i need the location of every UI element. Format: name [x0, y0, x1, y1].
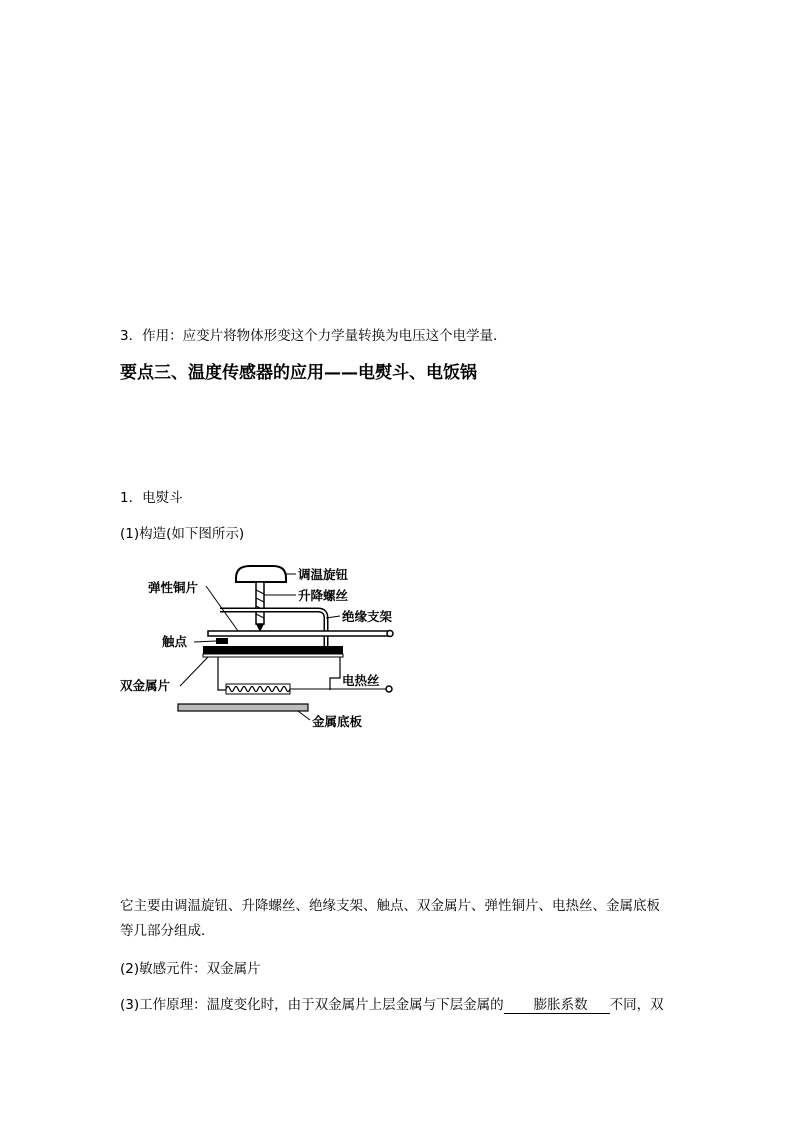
principle-line	[120, 993, 664, 1014]
base-plate-shape	[178, 704, 308, 711]
knob-shape	[236, 566, 286, 582]
contact-shape	[216, 638, 228, 644]
label-base: 金属底板	[312, 714, 363, 729]
bimetal-shape	[203, 646, 343, 654]
label-support: 绝缘支架	[342, 609, 393, 624]
label-heater: 电热丝	[342, 673, 380, 688]
electric-iron-diagram	[118, 558, 418, 738]
section-3-text: 3．作用：应变片将物体形变这个力学量转换为电压这个电学量．	[120, 328, 507, 344]
sensitive-element-text: (2)敏感元件：双金属片	[120, 961, 261, 977]
label-bimetal: 双金属片	[120, 678, 171, 693]
principle-suffix: 不同，双	[609, 997, 664, 1013]
construction-caption: (1)构造(如下图所示)	[120, 526, 245, 542]
item-1-title: 1．电熨斗	[120, 490, 183, 506]
section-heading: 要点三、温度传感器的应用——电熨斗、电饭锅	[120, 363, 477, 383]
principle-prefix: (3)工作原理：温度变化时，由于双金属片上层金属与下层金属的	[120, 997, 504, 1013]
description-line-2: 等几部分组成．	[120, 923, 215, 939]
copper-strip-shape	[208, 631, 388, 636]
label-contact: 触点	[162, 634, 188, 649]
principle-answer-blank: 膨胀系数	[504, 993, 610, 1014]
description-line-1: 它主要由调温旋钮、升降螺丝、绝缘支架、触点、双金属片、弹性铜片、电热丝、金属底板	[120, 898, 660, 914]
label-knob: 调温旋钮	[298, 567, 349, 582]
label-copper: 弹性铜片	[148, 580, 199, 595]
label-screw: 升降螺丝	[298, 588, 349, 603]
